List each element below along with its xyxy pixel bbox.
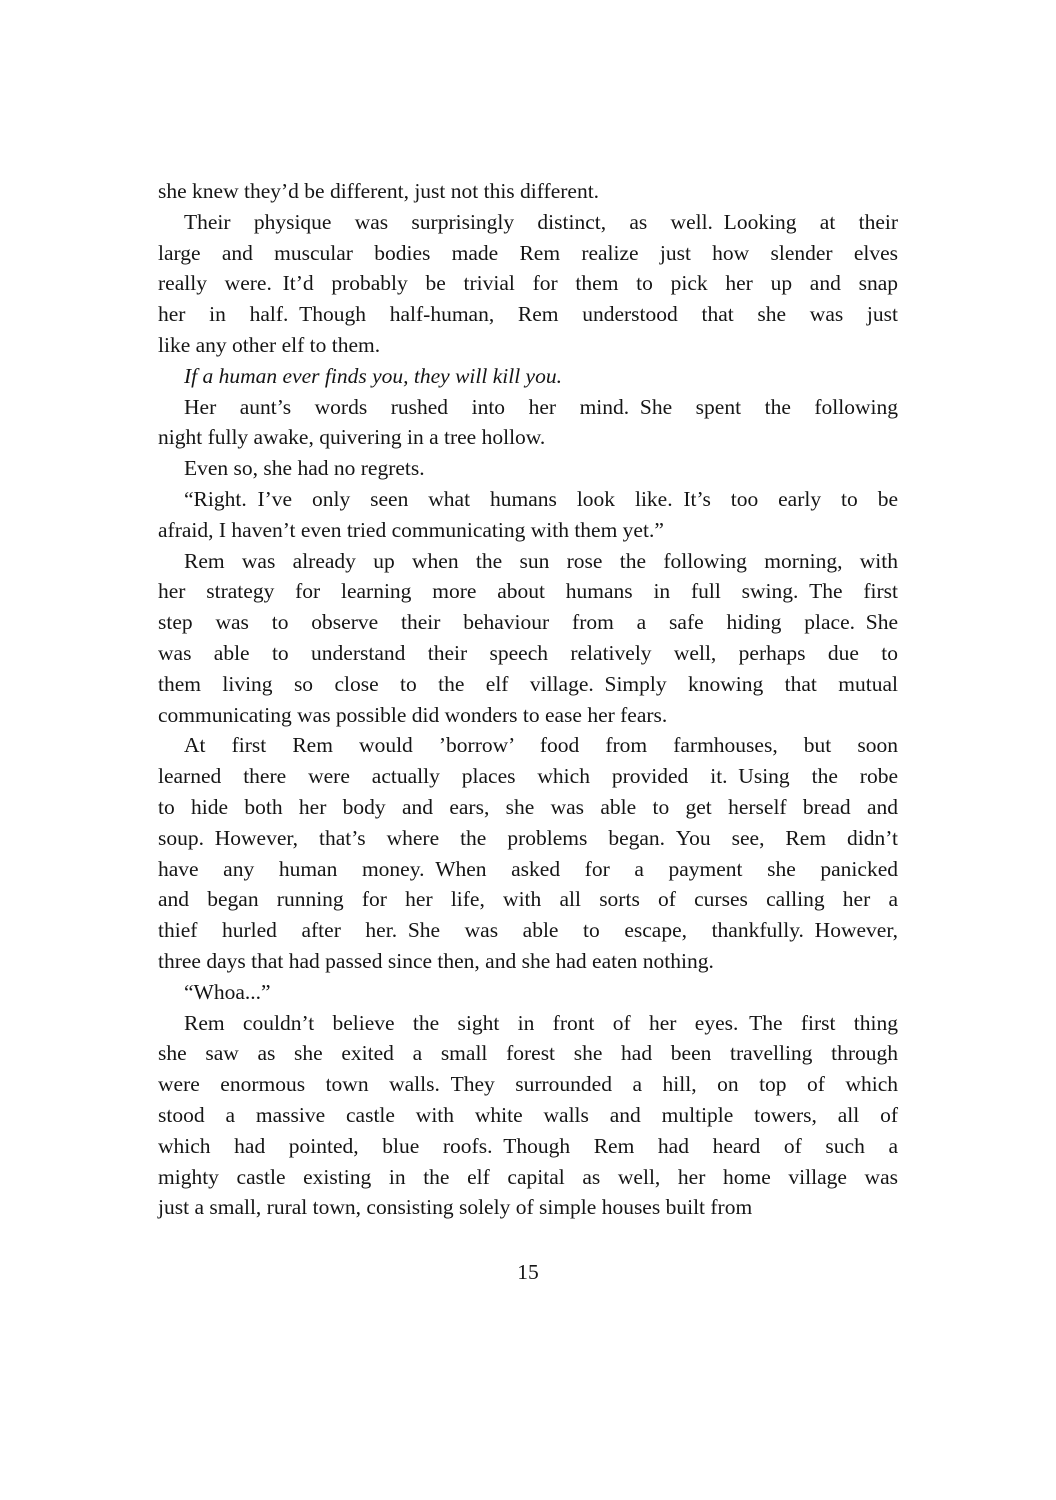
text-line: to hide both her body and ears, she was able to get herself bread and: [158, 794, 898, 819]
text-line: which had pointed, blue roofs. Though Rem had heard of such a: [158, 1133, 898, 1158]
text-line: like any other elf to them.: [158, 332, 381, 357]
text-line: step was to observe their behaviour from a safe hiding place. She: [158, 610, 898, 635]
text-line: really were. It’d probably be trivial for them to pick her up and snap: [158, 271, 898, 296]
text-line: thief hurled after her. She was able to escape, thankfully. However,: [158, 918, 898, 943]
text-line: communicating was possible did wonders to ease her fears.: [158, 702, 668, 727]
text-line: night fully awake, quivering in a tree hollow.: [158, 425, 546, 450]
text-line: were enormous town walls. They surrounded a hill, on top of which: [158, 1072, 898, 1097]
text-line: them living so close to the elf village. Simply knowing that mutual: [158, 671, 898, 696]
text-line: her in half. Though half-human, Rem understood that she was just: [158, 302, 898, 327]
text-line: soup. However, that’s where the problems began. You see, Rem didn’t: [158, 825, 898, 850]
text-line: she saw as she exited a small forest she had been travelling through: [158, 1041, 898, 1066]
text-line: learned there were actually places which provided it. Using the robe: [158, 764, 898, 789]
text-line: was able to understand their speech relatively well, perhaps due to: [158, 640, 898, 665]
text-line: have any human money. When asked for a payment she panicked: [158, 856, 898, 881]
text-line: Her aunt’s words rushed into her mind. She spent the following: [184, 394, 898, 419]
text-line: just a small, rural town, consisting solely of simple houses built from: [158, 1195, 753, 1220]
text-line: If a human ever finds you, they will kill you.: [184, 363, 562, 388]
page-number: 15: [517, 1260, 539, 1284]
text-line: Rem couldn’t believe the sight in front of her eyes. The first thing: [184, 1010, 898, 1035]
text-line: At first Rem would ’borrow’ food from farmhouses, but soon: [184, 733, 898, 758]
text-line: her strategy for learning more about humans in full swing. The first: [158, 579, 898, 604]
text-line: Their physique was surprisingly distinct, as well. Looking at their: [184, 209, 898, 234]
text-line: Rem was already up when the sun rose the following morning, with: [184, 548, 898, 573]
text-line: Even so, she had no regrets.: [184, 456, 425, 481]
page-text-block: [158, 176, 898, 1223]
text-line: large and muscular bodies made Rem realize just how slender elves: [158, 240, 898, 265]
text-line: “Whoa...”: [184, 979, 271, 1004]
text-line: mighty castle existing in the elf capital as well, her home village was: [158, 1164, 898, 1189]
text-line: afraid, I haven’t even tried communicating with them yet.”: [158, 517, 664, 542]
text-line: and began running for her life, with all sorts of curses calling her a: [158, 887, 898, 912]
text-line: three days that had passed since then, and she had eaten nothing.: [158, 948, 714, 973]
text-line: “Right. I’ve only seen what humans look like. It’s too early to be: [184, 486, 898, 511]
text-line: stood a massive castle with white walls and multiple towers, all of: [158, 1102, 898, 1127]
text-line: she knew they’d be different, just not this different.: [158, 179, 600, 203]
